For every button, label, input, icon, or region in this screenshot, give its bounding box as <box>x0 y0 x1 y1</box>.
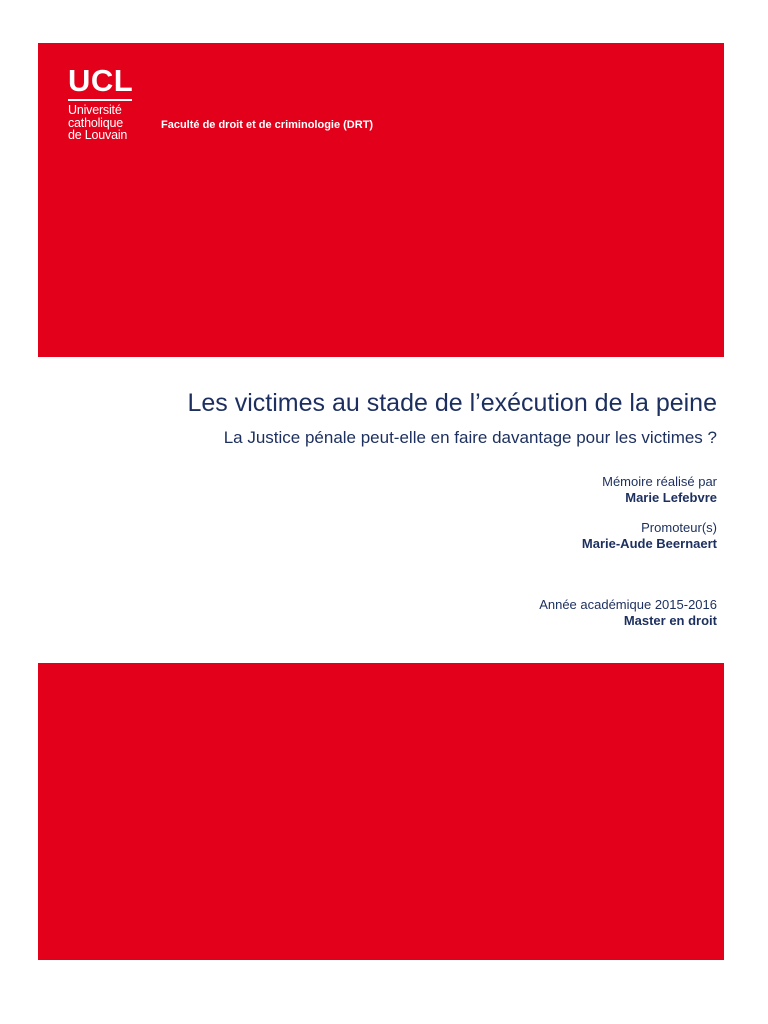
academic-year: Année académique 2015-2016 <box>539 597 717 612</box>
logo-line-2: catholique <box>68 115 123 130</box>
promoter-label: Promoteur(s) <box>641 520 717 535</box>
author-label: Mémoire réalisé par <box>602 474 717 489</box>
author-block <box>317 474 717 506</box>
promoter-name: Marie-Aude Beernaert <box>581 536 717 551</box>
logo-line-3: de Louvain <box>68 128 128 142</box>
ucl-logo <box>68 65 133 142</box>
top-red-banner <box>38 43 724 357</box>
thesis-title: Les victimes au stade de l’exécution de la peine <box>187 389 717 417</box>
promoter-block <box>317 520 717 552</box>
title-block <box>97 388 717 449</box>
bottom-red-banner <box>38 663 724 960</box>
logo-divider <box>68 99 132 101</box>
faculty-name: Faculté de droit et de criminologie (DRT) <box>161 119 374 131</box>
author-name: Marie Lefebvre <box>625 490 717 505</box>
logo-mark: UCL <box>68 63 134 98</box>
academic-block <box>317 597 717 629</box>
program-name: Master en droit <box>623 613 717 628</box>
thesis-subtitle: La Justice pénale peut-elle en faire davantage pour les victimes ? <box>223 428 717 447</box>
logo-line-1: Université <box>68 103 122 117</box>
